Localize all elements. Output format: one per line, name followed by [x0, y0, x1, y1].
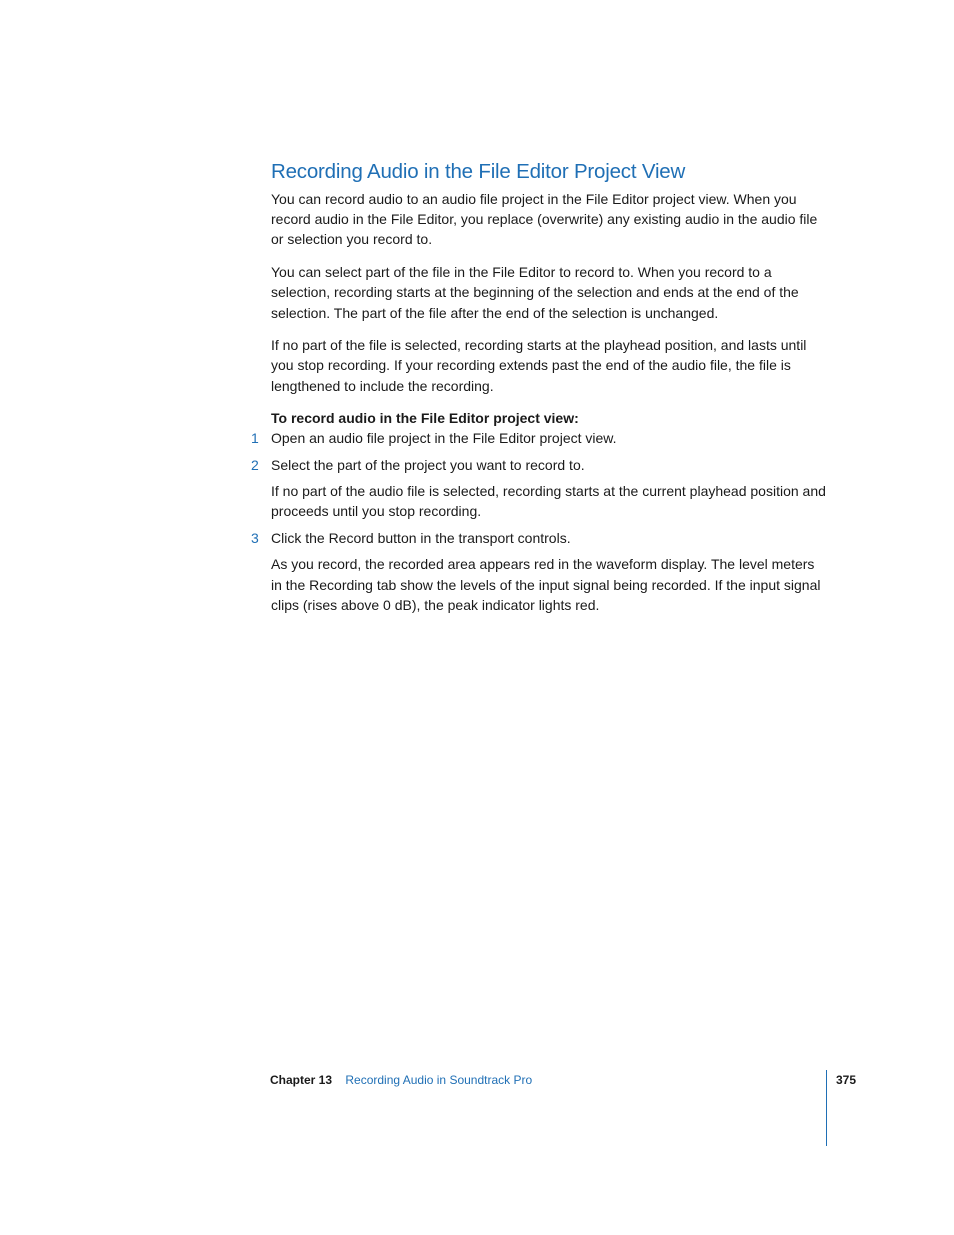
page-footer: [270, 1072, 532, 1088]
intro-paragraph: You can record audio to an audio file project in the File Editor project view. When you record audio in the File Editor, you replace (overwrite) any existing audio in the audio file or selection you record to.: [271, 190, 818, 248]
step-2: [251, 455, 827, 475]
step-text: Select the part of the project you want to record to.: [271, 456, 585, 473]
playhead-paragraph: If no part of the file is selected, recording starts at the playhead position, and lasts until you stop recording. If your recording extends past the end of the audio file, the file is lengthened to include the recording.: [271, 337, 807, 394]
step-3: [251, 528, 827, 548]
step-3-note: As you record, the recorded area appears red in the waveform display. The level meters in the Recording tab show the levels of the input signal being recorded. If the input signal clips (rises above 0 dB), the peak indicator lights red.: [271, 556, 821, 614]
step-number: 1: [251, 430, 259, 447]
chapter-title: Recording Audio in Soundtrack Pro: [345, 1073, 533, 1087]
footer-divider: [826, 1070, 827, 1146]
step-text: Open an audio file project in the File Editor project view.: [271, 430, 617, 447]
step-text: Click the Record button in the transport controls.: [271, 529, 571, 546]
step-number: 2: [251, 456, 259, 473]
step-1: [251, 428, 827, 448]
selection-paragraph: You can select part of the file in the File Editor to record to. When you record to a selection, recording starts at the beginning of the selection and ends at the end of the selection. The part of the file after the end of the selection is unchanged.: [271, 263, 799, 321]
step-number: 3: [251, 529, 259, 546]
step-2-note: If no part of the audio file is selected, recording starts at the current playhead position and proceeds until you stop recording.: [271, 483, 826, 520]
page-content: [251, 160, 827, 622]
section-title: Recording Audio in the File Editor Project View: [271, 160, 686, 183]
chapter-label: Chapter 13: [270, 1073, 333, 1087]
page-number: 375: [836, 1073, 857, 1087]
task-heading: To record audio in the File Editor project view:: [271, 410, 579, 427]
